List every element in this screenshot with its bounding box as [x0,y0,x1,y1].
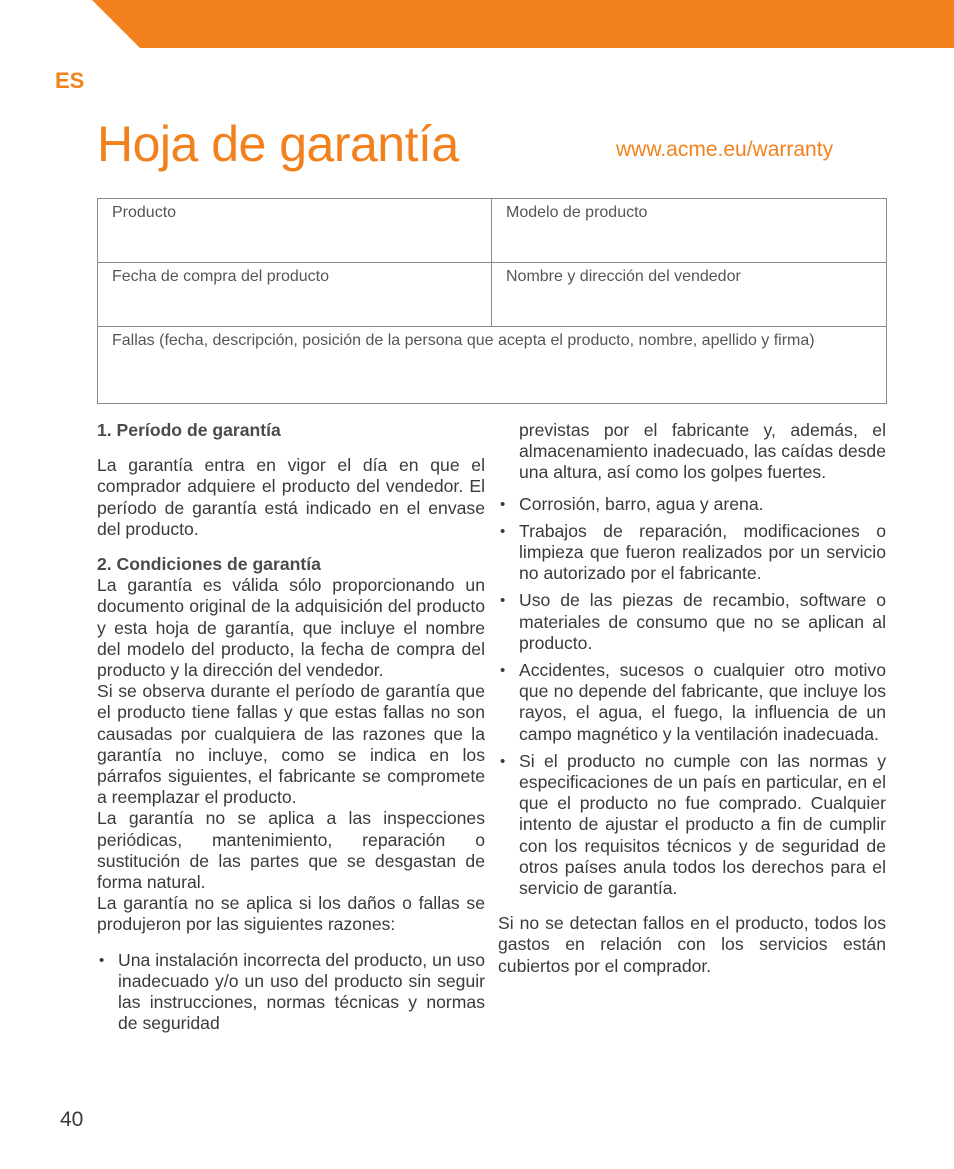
field-fecha-compra[interactable] [98,263,492,327]
field-fallas-label: Fallas (fecha, descripción, posición de la persona que acepta el producto, nombre, apellido y firma) [112,332,815,349]
paragraph-condiciones-2: Si se observa durante el período de garantía que el producto tiene fallas y que estas fallas no son causadas por cualquiera de las razones que la garantía no incluye, como se indica en los párrafos siguientes, el fabricante se compromete a reemplazar el producto. [97,681,485,808]
list-item: • Si el producto no cumple con las normas y especificaciones de un país en particular, en el que el producto no fue comprado. Cualquier intento de ajustar el producto a fin de cumplir con los requisitos técnicos y de seguridad de otros países anula todos los derechos para el servicio de garantía. [498,751,886,899]
field-vendedor-label: Nombre y dirección del vendedor [506,268,741,285]
list-item-continuation: previstas por el fabricante y, además, el almacenamiento inadecuado, las caídas desde una altura, así como los golpes fuertes. [519,420,886,483]
list-item: • Accidentes, sucesos o cualquier otro motivo que no depende del fabricante, que incluye los rayos, el agua, el fuego, la influencia de un campo magnético y la ventilación inadecuada. [498,660,886,745]
section-heading-periodo: 1. Período de garantía [97,420,281,440]
language-code: ES [55,68,85,93]
paragraph-final: Si no se detectan fallos en el producto, todos los gastos en relación con los servicios están cubiertos por el comprador. [498,913,886,976]
paragraph-periodo: La garantía entra en vigor el día en que el comprador adquiere el producto del vendedor. El período de garantía está indicado en el envase del producto. [97,455,485,539]
field-vendedor[interactable] [492,263,887,327]
exclusions-list [97,950,485,1035]
page-number: 40 [60,1108,84,1131]
list-item: • Trabajos de reparación, modificaciones o limpieza que fueron realizados por un servicio no autorizado por el fabricante. [498,521,886,585]
field-producto-label: Producto [112,204,177,221]
warranty-url[interactable]: www.acme.eu/warranty [616,138,834,161]
list-item: • Corrosión, barro, agua y arena. [498,494,886,515]
page-title: Hoja de garantía [97,116,459,172]
section-heading-condiciones: 2. Condiciones de garantía [97,554,321,575]
paragraph-condiciones-4: La garantía no se aplica si los daños o fallas se produjeron por las siguientes razones: [97,893,485,935]
field-fallas[interactable] [98,327,887,404]
right-column [498,420,886,977]
warranty-form-table [97,198,887,404]
field-producto[interactable] [98,199,492,263]
left-column [97,420,485,1034]
field-fecha-compra-label: Fecha de compra del producto [112,268,330,285]
header-orange-band [0,0,954,48]
exclusions-list-continued [498,494,886,900]
list-item: • Uso de las piezas de recambio, software o materiales de consumo que no se aplican al producto. [498,590,886,654]
list-item: • Una instalación incorrecta del producto, un uso inadecuado y/o un uso del producto sin seguir las instrucciones, normas técnicas y normas de seguridad [97,950,485,1035]
field-modelo-label: Modelo de producto [506,204,648,221]
paragraph-condiciones-3: La garantía no se aplica a las inspecciones periódicas, mantenimiento, reparación o sustitución de las partes que se desgastan de forma natural. [97,808,485,893]
field-modelo[interactable] [492,199,887,263]
paragraph-condiciones-1: La garantía es válida sólo proporcionando un documento original de la adquisición del producto y esta hoja de garantía, que incluye el nombre del modelo del producto, la fecha de compra del producto y la dirección del vendedor. [97,575,485,681]
